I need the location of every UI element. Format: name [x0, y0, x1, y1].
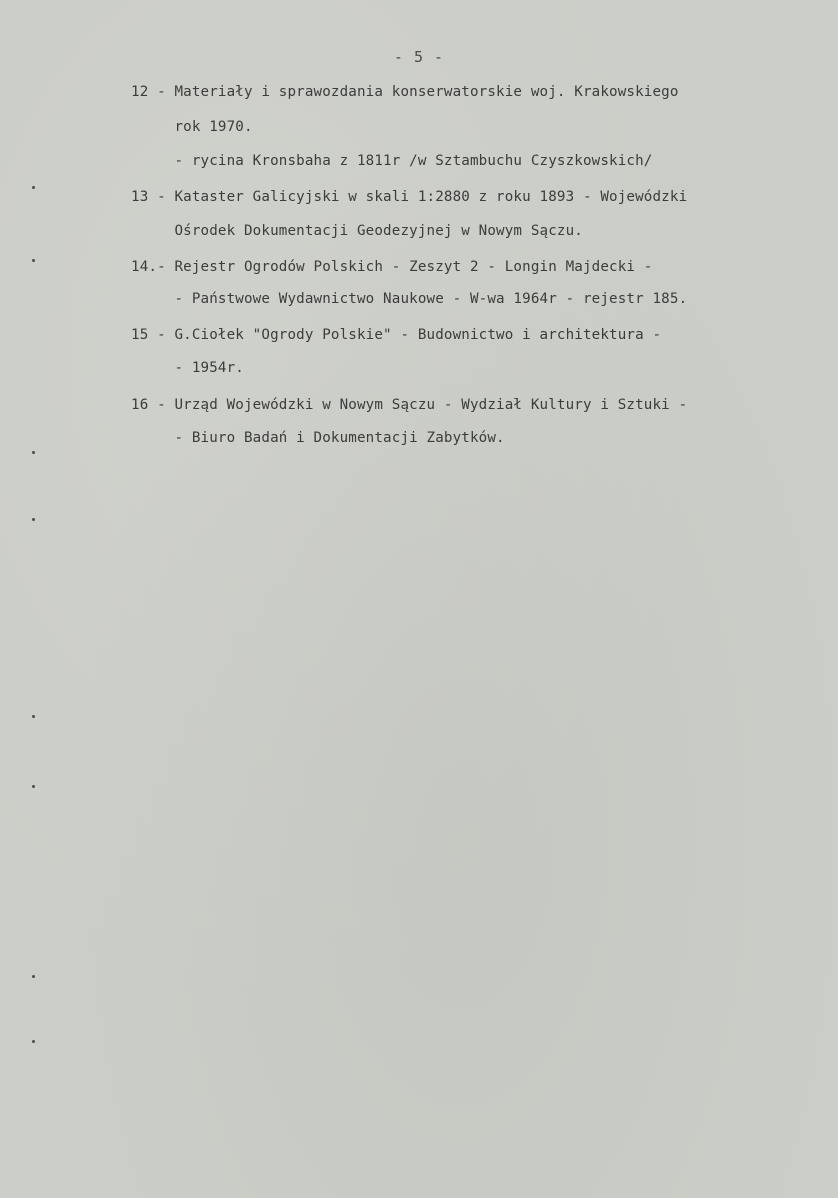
ref-12-line-3: - rycina Kronsbaha z 1811r /w Sztambuchu Czyszkowskich/: [131, 153, 653, 169]
binding-hole-mark: [32, 451, 35, 454]
binding-hole-mark: [32, 715, 35, 718]
binding-hole-mark: [32, 518, 35, 521]
binding-hole-mark: [32, 186, 35, 189]
binding-hole-mark: [32, 259, 35, 262]
binding-hole-mark: [32, 1040, 35, 1043]
binding-hole-mark: [32, 785, 35, 788]
ref-15-line-2: - 1954r.: [131, 360, 244, 376]
ref-13-line-1: 13 - Kataster Galicyjski w skali 1:2880 z roku 1893 - Wojewódzki: [131, 189, 688, 205]
ref-12-line-2: rok 1970.: [131, 119, 253, 135]
binding-hole-mark: [32, 975, 35, 978]
ref-14-line-2: - Państwowe Wydawnictwo Naukowe - W-wa 1964r - rejestr 185.: [131, 291, 688, 307]
ref-13-line-2: Ośrodek Dokumentacji Geodezyjnej w Nowym Sączu.: [131, 223, 583, 239]
page-number: - 5 -: [393, 48, 445, 66]
ref-16-line-2: - Biuro Badań i Dokumentacji Zabytków.: [131, 430, 505, 446]
ref-16-line-1: 16 - Urząd Wojewódzki w Nowym Sączu - Wydział Kultury i Sztuki -: [131, 397, 688, 413]
ref-15-line-1: 15 - G.Ciołek "Ogrody Polskie" - Budownictwo i architektura -: [131, 327, 662, 343]
ref-12-line-1: 12 - Materiały i sprawozdania konserwatorskie woj. Krakowskiego: [131, 84, 679, 100]
ref-14-line-1: 14.- Rejestr Ogrodów Polskich - Zeszyt 2 - Longin Majdecki -: [131, 259, 653, 275]
